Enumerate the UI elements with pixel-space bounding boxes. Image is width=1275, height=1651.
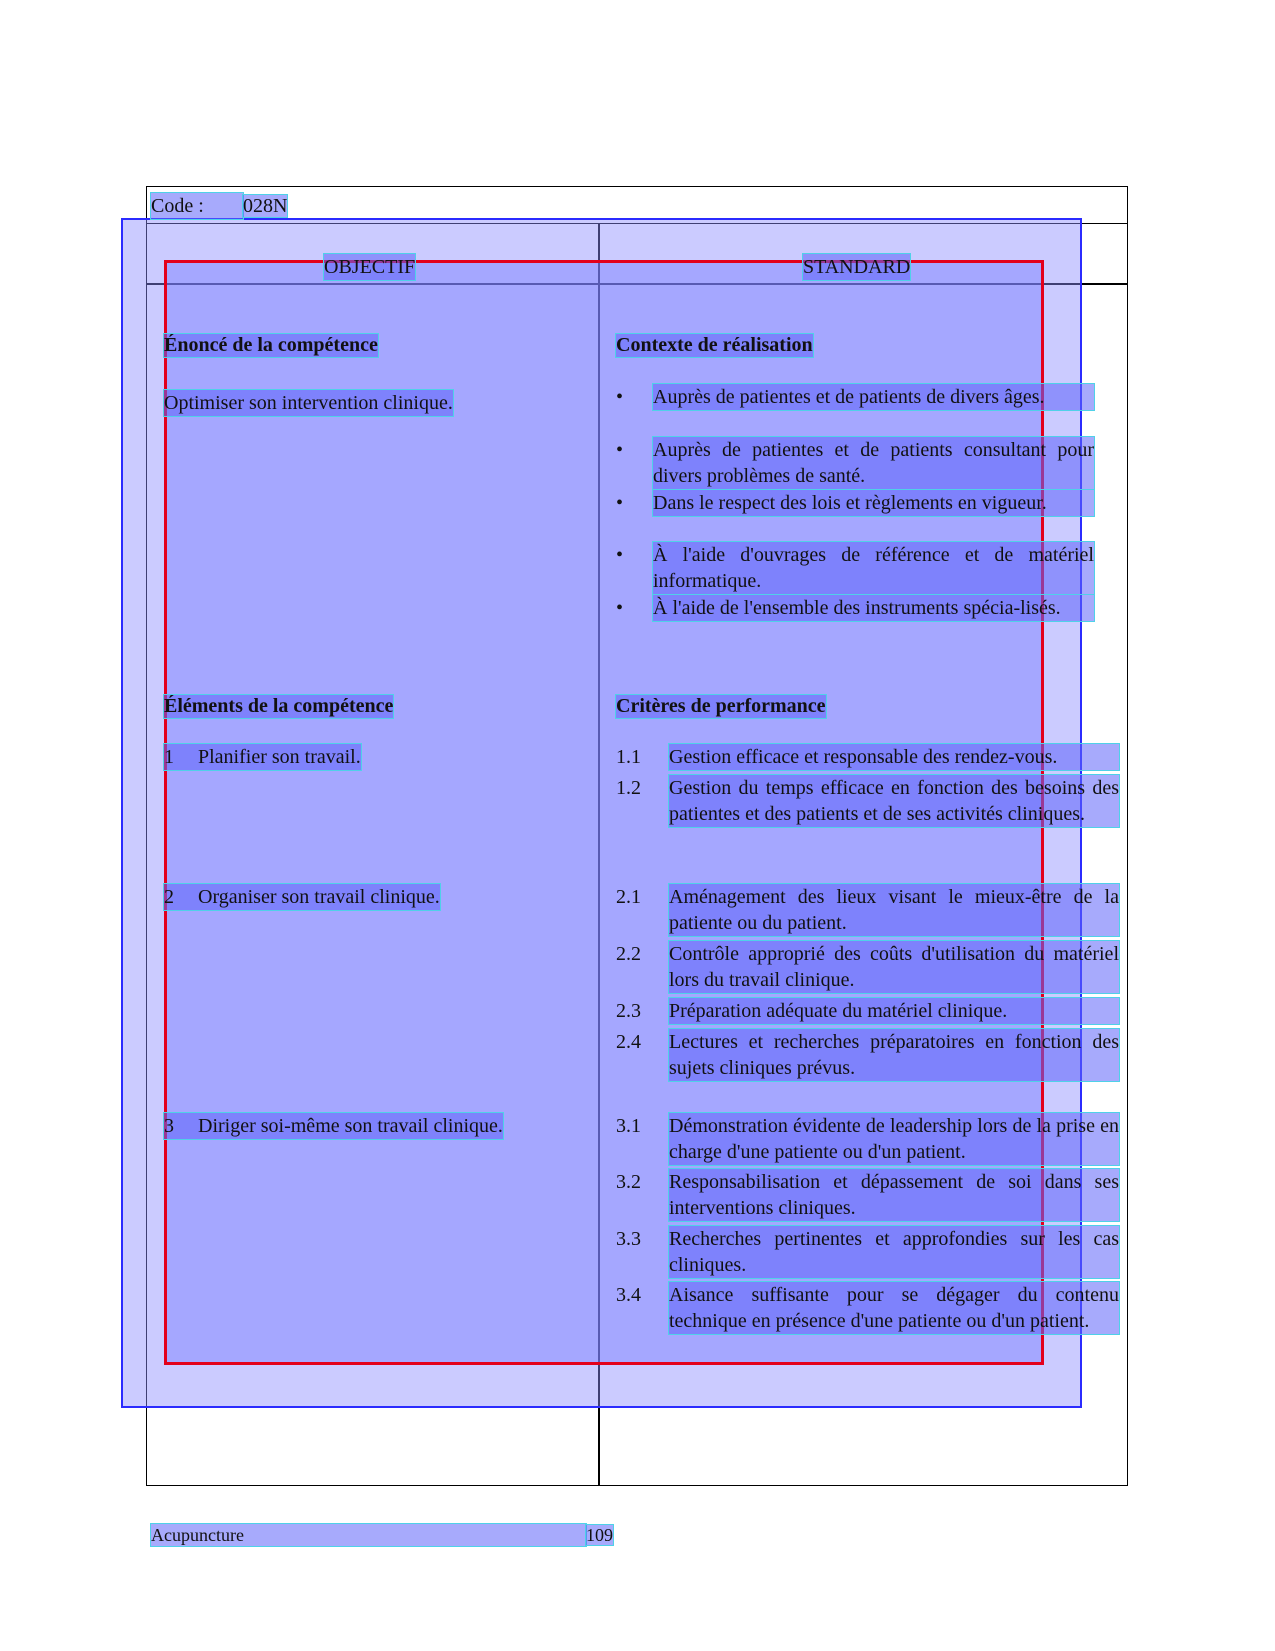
criteria-text: Gestion du temps efficace en fonction des besoins des patientes et des patients et de ses activités cliniques.: [669, 777, 1119, 825]
context-text: Auprès de patientes et de patients consultant pour divers problèmes de santé.: [653, 439, 1094, 487]
criteria-heading: Critères de performance: [616, 695, 826, 717]
element-text: Diriger soi-même son travail clinique.: [198, 1115, 503, 1137]
context-text: Auprès de patientes et de patients de divers âges.: [653, 384, 1094, 410]
bullet-icon: •: [616, 492, 624, 514]
footer-program: Acupuncture: [151, 1524, 586, 1546]
bullet-icon: •: [616, 386, 624, 408]
element-text: Planifier son travail.: [198, 746, 361, 768]
bullet-icon: •: [616, 597, 624, 619]
element-item: [164, 1113, 503, 1139]
criteria-text: Aménagement des lieux visant le mieux-être de la patiente ou du patient.: [669, 886, 1119, 934]
element-number: 3: [164, 1115, 174, 1137]
criteria-number: 3.1: [616, 1115, 641, 1137]
criteria-number: 2.1: [616, 886, 641, 908]
page-footer: [151, 1524, 611, 1546]
criteria-number: 1.2: [616, 777, 641, 799]
table-border-right: [1127, 186, 1128, 1486]
code-value: 028N: [243, 195, 288, 217]
header-standard: STANDARD: [803, 256, 911, 278]
criteria-text: Recherches pertinentes et approfondies sur les cas cliniques.: [669, 1228, 1119, 1276]
criteria-number: 2.3: [616, 1000, 641, 1022]
criteria-text: Aisance suffisante pour se dégager du contenu technique en présence d'une patiente ou d'un patient.: [669, 1284, 1119, 1332]
criteria-number: 3.4: [616, 1284, 641, 1306]
element-number: 1: [164, 746, 174, 768]
statement-text: Optimiser son intervention clinique.: [164, 392, 453, 414]
header-objectif: OBJECTIF: [324, 256, 416, 278]
footer-page-number: 109: [586, 1525, 613, 1545]
element-number: 2: [164, 886, 174, 908]
criteria-text: Démonstration évidente de leadership lors de la prise en charge d'une patiente ou d'un patient.: [669, 1115, 1119, 1163]
criteria-number: 2.2: [616, 943, 641, 965]
table-border-top: [146, 186, 1127, 187]
criteria-text: Lectures et recherches préparatoires en fonction des sujets cliniques prévus.: [669, 1031, 1119, 1079]
context-text: Dans le respect des lois et règlements en vigueur.: [653, 490, 1094, 516]
bullet-icon: •: [616, 439, 624, 461]
criteria-number: 1.1: [616, 746, 641, 768]
criteria-text: Préparation adéquate du matériel clinique.: [669, 998, 1119, 1024]
elements-heading: Éléments de la compétence: [164, 695, 394, 717]
criteria-text: Contrôle approprié des coûts d'utilisation du matériel lors du travail clinique.: [669, 943, 1119, 991]
context-text: À l'aide de l'ensemble des instruments spécia-lisés.: [653, 595, 1094, 621]
criteria-number: 3.2: [616, 1171, 641, 1193]
criteria-text: Responsabilisation et dépassement de soi dans ses interventions cliniques.: [669, 1171, 1119, 1219]
element-item: [164, 744, 361, 770]
criteria-number: 3.3: [616, 1228, 641, 1250]
context-heading: Contexte de réalisation: [616, 334, 813, 356]
element-item: [164, 884, 440, 910]
criteria-number: 2.4: [616, 1031, 641, 1053]
table-border-bottom: [146, 1485, 1128, 1486]
statement-heading: Énoncé de la compétence: [164, 334, 378, 356]
criteria-text: Gestion efficace et responsable des rendez-vous.: [669, 744, 1119, 770]
code-row: [151, 193, 287, 219]
bullet-icon: •: [616, 544, 624, 566]
code-label: Code :: [151, 193, 243, 219]
context-text: À l'aide d'ouvrages de référence et de matériel informatique.: [653, 544, 1094, 592]
element-text: Organiser son travail clinique.: [198, 886, 440, 908]
